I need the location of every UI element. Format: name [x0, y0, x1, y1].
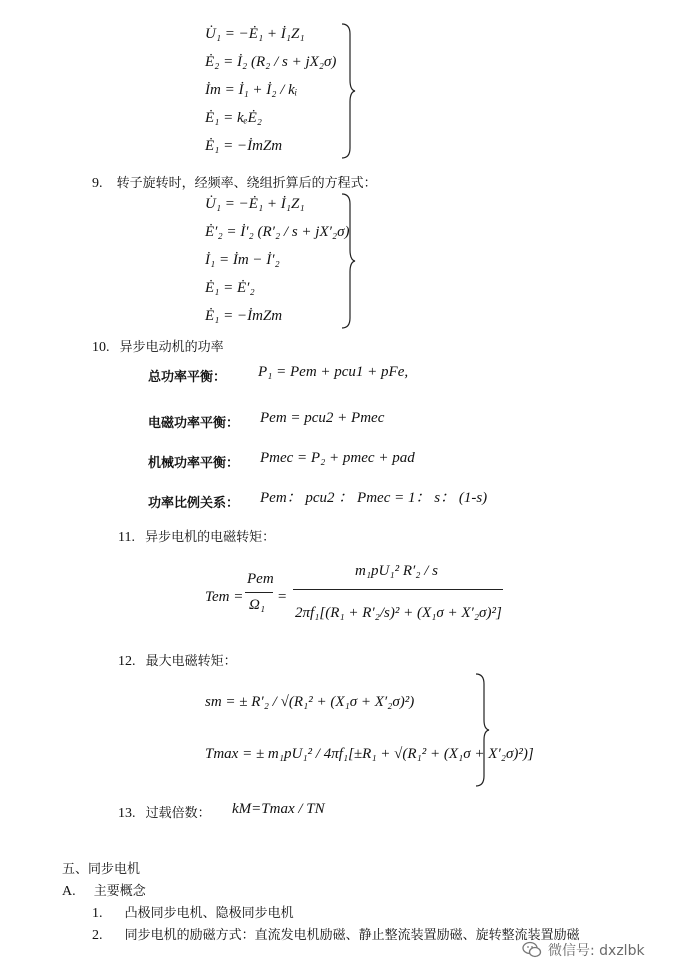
equation-line: Ė₁ = −İmZm: [205, 308, 283, 324]
torque-den1: Ω₁: [249, 597, 266, 613]
item-text: 最大电磁转矩：: [145, 654, 237, 669]
item-number: 9.: [92, 176, 103, 191]
equation-line: U̇₁ = −Ė₁ + İ₁Z₁: [205, 196, 305, 212]
list-item-11: [118, 526, 275, 546]
list-item: [92, 902, 294, 922]
right-brace: [340, 22, 356, 160]
power-label-em: 电磁功率平衡：: [148, 416, 240, 431]
power-formula-em: Pem = pcu2 + Pmec: [260, 410, 385, 426]
equation-line: İ₁ = İm − İ′₂: [205, 252, 280, 268]
wechat-watermark: [522, 940, 645, 960]
item-text: 异步电动机的功率: [119, 340, 224, 355]
item-number: 10.: [92, 340, 110, 355]
equation-line: İm = İ₁ + İ₂ / kᵢ: [205, 82, 298, 98]
torque-lhs: Tem =: [205, 589, 244, 605]
equals-sign: =: [277, 589, 288, 605]
list-item-9: [92, 172, 377, 192]
torque-den2: 2πf₁[(R₁ + R′₂/s)² + (X₁σ + X′₂σ)²]: [295, 605, 502, 621]
tmax-formula: Tmax = ± m₁pU₁² / 4πf₁[±R₁ + √(R₁² + (X₁σ + X′₂σ)²)]: [205, 746, 534, 762]
wechat-icon: [522, 941, 542, 959]
item-label: 过载倍数：: [145, 806, 211, 821]
power-label-ratio: 功率比例关系：: [148, 496, 240, 511]
power-label-mech: 机械功率平衡：: [148, 456, 240, 471]
power-formula-ratio: Pem： pcu2 ： Pmec = 1： s： (1-s): [260, 490, 488, 506]
subsection-label: A.: [62, 884, 76, 899]
item-text: 异步电机的电磁转矩：: [145, 530, 276, 545]
power-label-total: 总功率平衡：: [148, 370, 227, 385]
torque-formula: [205, 555, 525, 645]
list-item: [92, 924, 580, 944]
power-formula-mech: Pmec = P₂ + pmec + pad: [260, 450, 415, 466]
equation-line: U̇₁ = −Ė₁ + İ₁Z₁: [205, 26, 305, 42]
sm-formula: sm = ± R′₂ / √(R₁² + (X₁σ + X′₂σ)²): [205, 694, 415, 710]
subsection-title: 主要概念: [93, 884, 146, 899]
item-text: 凸极同步电机、隐极同步电机: [124, 906, 294, 921]
section-heading: 五、同步电机: [62, 862, 141, 877]
list-item-10: [92, 336, 224, 356]
equation-line: Ė′₂ = İ′₂ (R′₂ / s + jX′₂σ): [205, 224, 350, 240]
watermark-text: 微信号: dxzlbk: [548, 943, 645, 959]
right-brace: [340, 192, 356, 330]
equation-line: Ė₁ = −İmZm: [205, 138, 283, 154]
item-number: 1.: [92, 906, 103, 921]
equation-group-2: [205, 190, 350, 330]
item-number: 12.: [118, 654, 136, 669]
item-text: 同步电机的励磁方式：直流发电机励磁、静止整流装置励磁、旋转整流装置励磁: [124, 928, 580, 943]
list-item-12: [118, 650, 237, 670]
torque-num2: m₁pU₁² R′₂ / s: [355, 563, 439, 579]
item-number: 13.: [118, 806, 136, 821]
equation-line: Ė₂ = İ₂ (R₂ / s + jX₂σ): [205, 54, 337, 70]
torque-num1: Pem: [247, 571, 274, 587]
subsection-heading: [62, 880, 146, 900]
item-number: 2.: [92, 928, 103, 943]
right-brace: [474, 672, 490, 788]
overload-formula: kM=Tmax / TN: [232, 801, 325, 817]
list-item-13: [118, 802, 211, 822]
equation-line: Ė₁ = kₑĖ₂: [205, 110, 262, 126]
power-formula-total: P₁ = Pem + pcu1 + pFe,: [258, 364, 409, 380]
item-number: 11.: [118, 530, 135, 545]
equation-group-1: [205, 20, 336, 160]
item-text: 转子旋转时，经频率、绕组折算后的方程式：: [116, 176, 377, 191]
equation-line: Ė₁ = Ė′₂: [205, 280, 255, 296]
fraction-bar: [293, 589, 503, 590]
